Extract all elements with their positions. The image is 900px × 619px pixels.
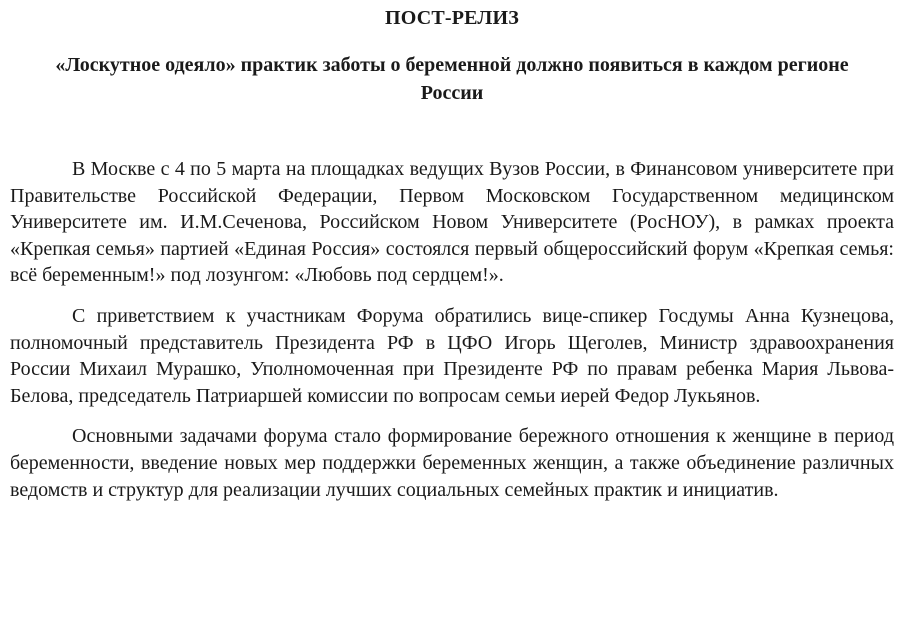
paragraph-greetings: С приветствием к участникам Форума обратились вице-спикер Госдумы Анна Кузнецова, полномочный представитель Президента РФ в ЦФО Игорь Щеголев, Министр здравоохранения России Михаил Мурашко, Уполномоченная при Президенте РФ по правам ребенка Мария Львова-Белова, председатель Патриаршей комиссии по вопросам семьи иерей Федор Лукьянов. bbox=[10, 304, 894, 407]
paragraph-forum-goals: Основными задачами форума стало формирование бережного отношения к женщине в период беременности, введение новых мер поддержки беременных женщин, а также объединение различных ведомств и структур для реализации лучших социальных семейных практик и инициатив. bbox=[10, 425, 894, 501]
document-page bbox=[10, 0, 894, 503]
document-body bbox=[10, 156, 894, 503]
document-subtitle: «Лоскутное одеяло» практик заботы о беременной должно появиться в каждом регионе России bbox=[55, 54, 849, 104]
document-title: ПОСТ-РЕЛИЗ bbox=[384, 7, 520, 29]
paragraph-forum-announcement: В Москве с 4 по 5 марта на площадках ведущих Вузов России, в Финансовом университете при Правительстве Российской Федерации, Первом Московском Государственном медицинском Университете им. И.М.Сеченова, Российском Новом Университете (РосНОУ), в рамках проекта «Крепкая семья» партией «Единая Россия» состоялся первый общероссийский форум «Крепкая семья: всё беременным!» под лозунгом: «Любовь под сердцем!». bbox=[10, 158, 894, 287]
